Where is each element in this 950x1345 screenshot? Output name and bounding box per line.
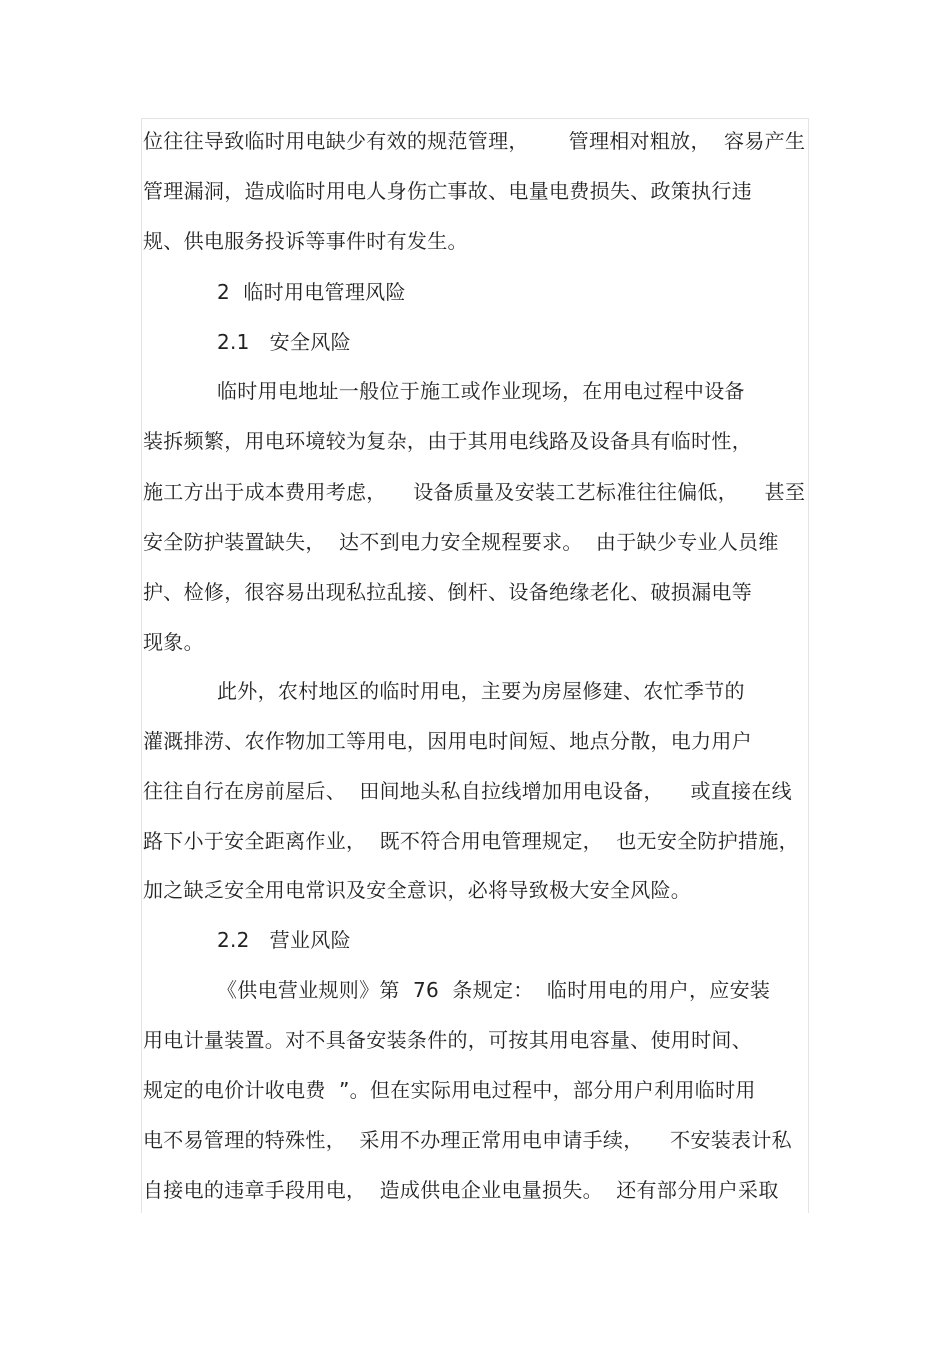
paragraph-line: 用电计量装置。对不具备安装条件的，可按其用电容量、使用时间、 bbox=[143, 1028, 752, 1052]
paragraph-line: 施工方出于成本费用考虑， 设备质量及安装工艺标准往往偏低， 甚至 bbox=[143, 480, 806, 504]
paragraph-line: 电不易管理的特殊性， 采用不办理正常用电申请手续， 不安装表计私 bbox=[143, 1128, 792, 1152]
subsection-heading: 2.2 营业风险 bbox=[217, 928, 351, 952]
paragraph-line: 护、检修，很容易出现私拉乱接、倒杆、设备绝缘老化、破损漏电等 bbox=[143, 580, 752, 604]
paragraph-line: 规、供电服务投诉等事件时有发生。 bbox=[143, 229, 468, 253]
paragraph-line: 路下小于安全距离作业， 既不符合用电管理规定， 也无安全防护措施， bbox=[143, 829, 799, 853]
paragraph-line: 自接电的违章手段用电， 造成供电企业电量损失。 还有部分用户采取 bbox=[143, 1178, 779, 1202]
paragraph-line: 灌溉排涝、农作物加工等用电，因用电时间短、地点分散，电力用户 bbox=[143, 729, 752, 753]
paragraph-line: 《供电营业规则》第 76 条规定： 临时用电的用户，应安装 bbox=[217, 978, 771, 1002]
paragraph-line: 临时用电地址一般位于施工或作业现场，在用电过程中设备 bbox=[217, 379, 745, 403]
subsection-heading: 2.1 安全风险 bbox=[217, 330, 351, 354]
section-heading: 2 临时用电管理风险 bbox=[217, 280, 406, 304]
paragraph-line: 规定的电价计收电费 ”。但在实际用电过程中，部分用户利用临时用 bbox=[143, 1078, 756, 1102]
paragraph-line: 管理漏洞，造成临时用电人身伤亡事故、电量电费损失、政策执行违 bbox=[143, 179, 752, 203]
paragraph-line: 安全防护装置缺失， 达不到电力安全规程要求。 由于缺少专业人员维 bbox=[143, 530, 779, 554]
paragraph-line: 现象。 bbox=[143, 630, 204, 654]
paragraph-line: 装拆频繁，用电环境较为复杂，由于其用电线路及设备具有临时性， bbox=[143, 429, 752, 453]
paragraph-line: 此外，农村地区的临时用电，主要为房屋修建、农忙季节的 bbox=[217, 679, 745, 703]
paragraph-line: 往往自行在房前屋后、 田间地头私自拉线增加用电设备， 或直接在线 bbox=[143, 779, 792, 803]
paragraph-line: 位往往导致临时用电缺少有效的规范管理， 管理相对粗放， 容易产生 bbox=[143, 129, 806, 153]
paragraph-line: 加之缺乏安全用电常识及安全意识，必将导致极大安全风险。 bbox=[143, 878, 692, 902]
